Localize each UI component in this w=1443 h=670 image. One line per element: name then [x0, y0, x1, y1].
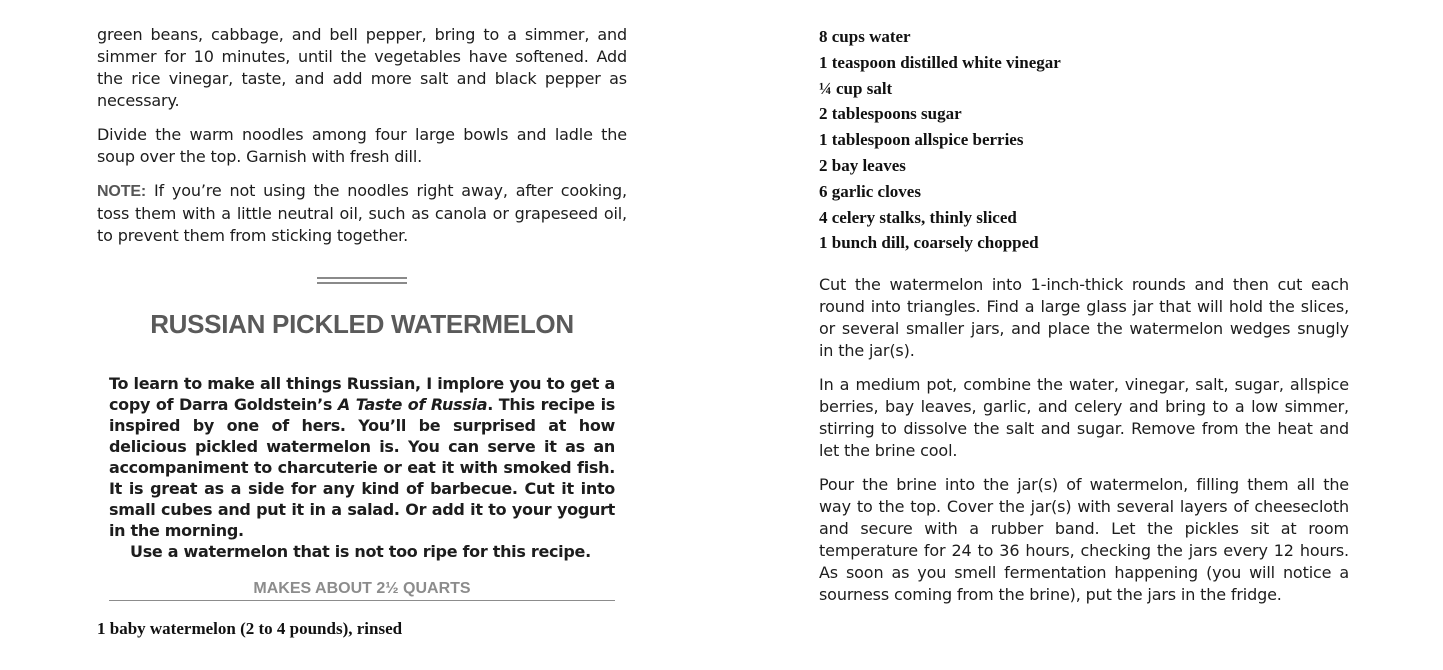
ingredient-item: 6 garlic cloves: [819, 181, 921, 201]
ingredient-item: 1 tablespoon allspice berries: [819, 130, 1024, 150]
recipe-yield: MAKES ABOUT 2½ QUARTS: [109, 580, 615, 601]
intro-paragraph: [109, 373, 615, 541]
ingredient-item: 8 cups water: [819, 27, 911, 46]
method-step: In a medium pot, combine the water, vinegar, salt, sugar, allspice berries, bay leaves, garlic, and celery and bring to a low simmer, stirring to dissolve the salt and sugar. Remove from the heat and let the brine cool.: [819, 375, 1349, 461]
note-label: NOTE:: [97, 183, 147, 200]
note-paragraph: [97, 180, 627, 247]
right-page-column: [819, 24, 1349, 618]
continued-paragraph: green beans, cabbage, and bell pepper, bring to a simmer, and simmer for 10 minutes, until the vegetables have softened. Add the rice vinegar, taste, and add more salt and black pepper as necessary.: [97, 25, 627, 110]
recipe-title: RUSSIAN PICKLED WATERMELON: [150, 309, 574, 339]
left-page-column: [97, 24, 627, 639]
recipe-intro: [109, 373, 615, 562]
ingredient-item: 2 tablespoons sugar: [819, 104, 962, 124]
ingredient-list: [819, 24, 1349, 256]
intro-second-paragraph: Use a watermelon that is not too ripe for this recipe.: [130, 542, 591, 561]
ingredient-item: 1 bunch dill, coarsely chopped: [819, 233, 1039, 253]
divide-paragraph: Divide the warm noodles among four large bowls and ladle the soup over the top. Garnish with fresh dill.: [97, 125, 627, 166]
intro-text-start: To learn to make all things Russian, I implore you to get a copy of Darra Goldstein’s: [109, 374, 615, 414]
ingredient-item: 4 celery stalks, thinly sliced: [819, 207, 1017, 227]
method-steps: [819, 274, 1349, 606]
divider-line-bottom: [317, 282, 407, 284]
ingredient-item: 1 teaspoon distilled white vinegar: [819, 52, 1061, 72]
ingredient-item: ¼ cup salt: [819, 78, 893, 98]
method-step: Pour the brine into the jar(s) of watermelon, filling them all the way to the top. Cover the jar(s) with several layers of cheesecloth and secure with a rubber band. Let the pickles sit at room temperature for 24 to 36 hours, checking the jars every 12 hours. As soon as you smell fermentation happening (you will notice a sourness coming from the brine), put the jars in the fridge.: [819, 475, 1349, 605]
note-text: If you’re not using the noodles right away, after cooking, toss them with a little neutral oil, such as canola or grapeseed oil, to prevent them from sticking together.: [97, 181, 627, 245]
ingredient-item: 2 bay leaves: [819, 155, 906, 175]
section-divider: [317, 277, 407, 285]
ingredient-item: 1 baby watermelon (2 to 4 pounds), rinsed: [97, 619, 403, 638]
intro-book-title: A Taste of Russia: [337, 395, 488, 414]
method-step: Cut the watermelon into 1-inch-thick rounds and then cut each round into triangles. Find a large glass jar that will hold the slices, or several smaller jars, and place the watermelon wedges snugly in the jar(s).: [819, 275, 1349, 361]
divider-line-top: [317, 277, 407, 279]
intro-text-end: . This recipe is inspired by one of hers. You’ll be surprised at how delicious pickled watermelon is. You can serve it as an accompaniment to charcuterie or eat it with smoked fish. It is great as a side for any kind of barbecue. Cut it into small cubes and put it in a salad. Or add it to your yogurt in the morning.: [109, 395, 616, 540]
